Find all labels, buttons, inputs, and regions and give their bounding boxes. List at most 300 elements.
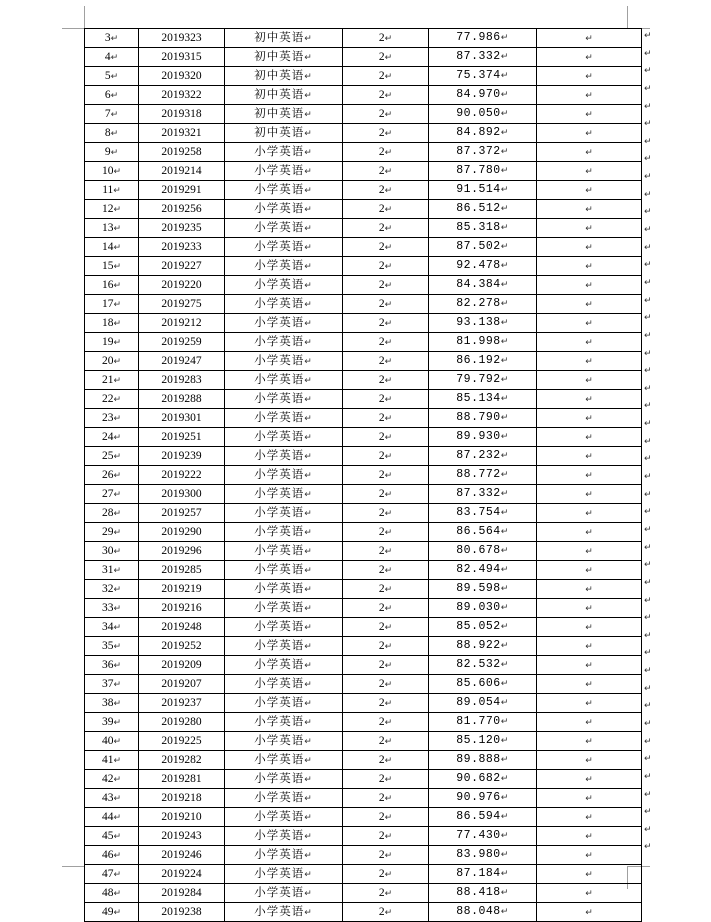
row-number[interactable] <box>85 713 139 732</box>
candidate-id[interactable] <box>139 580 225 599</box>
row-number[interactable] <box>85 314 139 333</box>
remark-cell[interactable] <box>537 732 642 751</box>
subject-cell-text: 小学英语 <box>254 562 305 576</box>
row-number-text: 7 <box>104 107 111 120</box>
candidate-id[interactable] <box>139 124 225 143</box>
candidate-id[interactable] <box>139 770 225 789</box>
score-cell[interactable] <box>429 447 537 466</box>
row-number[interactable] <box>85 333 139 352</box>
remark-cell[interactable] <box>537 352 642 371</box>
score-cell[interactable] <box>429 86 537 105</box>
remark-cell[interactable] <box>537 67 642 86</box>
count-cell[interactable] <box>343 618 429 637</box>
score-cell[interactable] <box>429 428 537 447</box>
remark-cell[interactable] <box>537 143 642 162</box>
row-number[interactable] <box>85 162 139 181</box>
subject-cell[interactable] <box>225 295 343 314</box>
count-cell[interactable] <box>343 48 429 67</box>
subject-cell[interactable] <box>225 105 343 124</box>
score-cell[interactable] <box>429 238 537 257</box>
count-cell[interactable] <box>343 504 429 523</box>
candidate-id[interactable] <box>139 599 225 618</box>
candidate-id[interactable] <box>139 637 225 656</box>
row-number[interactable] <box>85 523 139 542</box>
count-cell[interactable] <box>343 371 429 390</box>
subject-cell[interactable] <box>225 124 343 143</box>
row-number[interactable] <box>85 827 139 846</box>
paragraph-mark-icon: ↵ <box>304 908 313 918</box>
subject-cell[interactable] <box>225 257 343 276</box>
score-cell[interactable] <box>429 694 537 713</box>
row-number[interactable] <box>85 485 139 504</box>
score-cell[interactable] <box>429 751 537 770</box>
candidate-id[interactable] <box>139 352 225 371</box>
row-number[interactable] <box>85 732 139 751</box>
candidate-id[interactable] <box>139 371 225 390</box>
count-cell[interactable] <box>343 542 429 561</box>
row-number[interactable] <box>85 808 139 827</box>
remark-cell[interactable] <box>537 846 642 865</box>
row-number[interactable] <box>85 257 139 276</box>
candidate-id[interactable] <box>139 67 225 86</box>
count-cell[interactable] <box>343 314 429 333</box>
score-cell[interactable] <box>429 162 537 181</box>
row-number[interactable] <box>85 637 139 656</box>
subject-cell[interactable] <box>225 181 343 200</box>
score-cell[interactable] <box>429 656 537 675</box>
remark-cell[interactable] <box>537 751 642 770</box>
score-cell[interactable] <box>429 409 537 428</box>
score-cell[interactable] <box>429 580 537 599</box>
paragraph-mark-icon: ↵ <box>585 242 593 253</box>
remark-cell[interactable] <box>537 238 642 257</box>
row-number[interactable] <box>85 219 139 238</box>
row-number[interactable] <box>85 200 139 219</box>
remark-cell[interactable] <box>537 276 642 295</box>
score-cell[interactable] <box>429 390 537 409</box>
row-number[interactable] <box>85 371 139 390</box>
subject-cell[interactable] <box>225 143 343 162</box>
row-number[interactable] <box>85 561 139 580</box>
score-cell[interactable] <box>429 181 537 200</box>
score-cell[interactable] <box>429 67 537 86</box>
subject-cell[interactable] <box>225 390 343 409</box>
candidate-id[interactable] <box>139 561 225 580</box>
remark-cell[interactable] <box>537 504 642 523</box>
subject-cell[interactable] <box>225 846 343 865</box>
paragraph-mark-icon: ↵ <box>384 470 393 481</box>
subject-cell[interactable] <box>225 29 343 48</box>
remark-cell[interactable] <box>537 409 642 428</box>
row-number[interactable] <box>85 542 139 561</box>
paragraph-mark-icon: ↵ <box>500 413 509 423</box>
count-cell[interactable] <box>343 409 429 428</box>
score-cell[interactable] <box>429 352 537 371</box>
row-number[interactable] <box>85 86 139 105</box>
remark-cell[interactable] <box>537 314 642 333</box>
candidate-id[interactable] <box>139 200 225 219</box>
score-cell[interactable] <box>429 523 537 542</box>
row-end-mark-icon: ↵ <box>644 189 652 200</box>
count-cell[interactable] <box>343 523 429 542</box>
candidate-id[interactable] <box>139 390 225 409</box>
candidate-id[interactable] <box>139 694 225 713</box>
remark-cell[interactable] <box>537 656 642 675</box>
candidate-id[interactable] <box>139 333 225 352</box>
remark-cell[interactable] <box>537 200 642 219</box>
subject-cell[interactable] <box>225 789 343 808</box>
remark-cell[interactable] <box>537 257 642 276</box>
score-cell[interactable] <box>429 333 537 352</box>
score-cell[interactable] <box>429 143 537 162</box>
candidate-id[interactable] <box>139 466 225 485</box>
candidate-id[interactable] <box>139 314 225 333</box>
row-number[interactable] <box>85 238 139 257</box>
remark-cell[interactable] <box>537 618 642 637</box>
count-cell[interactable] <box>343 295 429 314</box>
candidate-id[interactable] <box>139 219 225 238</box>
subject-cell[interactable] <box>225 333 343 352</box>
candidate-id[interactable] <box>139 846 225 865</box>
subject-cell[interactable] <box>225 428 343 447</box>
remark-cell[interactable] <box>537 561 642 580</box>
score-cell[interactable] <box>429 713 537 732</box>
score-cell[interactable] <box>429 466 537 485</box>
candidate-id[interactable] <box>139 162 225 181</box>
remark-cell[interactable] <box>537 770 642 789</box>
subject-cell[interactable] <box>225 561 343 580</box>
subject-cell[interactable] <box>225 865 343 884</box>
paragraph-mark-icon: ↵ <box>304 794 313 804</box>
score-cell[interactable] <box>429 200 537 219</box>
count-cell[interactable] <box>343 276 429 295</box>
count-cell[interactable] <box>343 428 429 447</box>
count-cell[interactable] <box>343 789 429 808</box>
candidate-id[interactable] <box>139 409 225 428</box>
remark-cell[interactable] <box>537 86 642 105</box>
remark-cell[interactable] <box>537 675 642 694</box>
score-cell[interactable] <box>429 371 537 390</box>
subject-cell[interactable] <box>225 352 343 371</box>
candidate-id[interactable] <box>139 903 225 922</box>
score-cell-text: 87.232 <box>456 449 501 462</box>
row-number[interactable] <box>85 656 139 675</box>
row-end-mark-icon: ↵ <box>644 842 652 853</box>
row-number[interactable] <box>85 295 139 314</box>
candidate-id[interactable] <box>139 257 225 276</box>
row-end-mark-icon: ↵ <box>644 31 652 41</box>
score-cell[interactable] <box>429 314 537 333</box>
row-number[interactable] <box>85 428 139 447</box>
row-number[interactable] <box>85 789 139 808</box>
subject-cell[interactable] <box>225 67 343 86</box>
candidate-id[interactable] <box>139 827 225 846</box>
candidate-id-text: 2019296 <box>161 545 202 557</box>
candidate-id[interactable] <box>139 713 225 732</box>
row-number[interactable] <box>85 599 139 618</box>
subject-cell[interactable] <box>225 200 343 219</box>
subject-cell[interactable] <box>225 751 343 770</box>
count-cell[interactable] <box>343 219 429 238</box>
score-cell[interactable] <box>429 48 537 67</box>
count-cell[interactable] <box>343 181 429 200</box>
count-cell[interactable] <box>343 656 429 675</box>
subject-cell[interactable] <box>225 808 343 827</box>
score-cell[interactable] <box>429 884 537 903</box>
row-end-mark-icon: ↵ <box>644 507 652 518</box>
row-number[interactable] <box>85 390 139 409</box>
count-cell[interactable] <box>343 751 429 770</box>
score-cell[interactable] <box>429 257 537 276</box>
candidate-id[interactable] <box>139 675 225 694</box>
candidate-id[interactable] <box>139 542 225 561</box>
candidate-id[interactable] <box>139 428 225 447</box>
score-cell[interactable] <box>429 124 537 143</box>
row-number[interactable] <box>85 105 139 124</box>
row-number[interactable] <box>85 846 139 865</box>
count-cell-text: 2 <box>378 164 385 177</box>
candidate-id[interactable] <box>139 884 225 903</box>
count-cell[interactable] <box>343 447 429 466</box>
subject-cell[interactable] <box>225 485 343 504</box>
row-number[interactable] <box>85 352 139 371</box>
remark-cell[interactable] <box>537 789 642 808</box>
remark-cell[interactable] <box>537 485 642 504</box>
row-number[interactable] <box>85 124 139 143</box>
remark-cell[interactable] <box>537 371 642 390</box>
subject-cell[interactable] <box>225 884 343 903</box>
subject-cell[interactable] <box>225 162 343 181</box>
remark-cell[interactable] <box>537 105 642 124</box>
count-cell[interactable] <box>343 903 429 922</box>
score-cell[interactable] <box>429 827 537 846</box>
score-cell[interactable] <box>429 295 537 314</box>
candidate-id[interactable] <box>139 656 225 675</box>
score-cell[interactable] <box>429 770 537 789</box>
count-cell[interactable] <box>343 675 429 694</box>
remark-cell[interactable] <box>537 884 642 903</box>
count-cell[interactable] <box>343 485 429 504</box>
subject-cell[interactable] <box>225 713 343 732</box>
row-number[interactable] <box>85 409 139 428</box>
subject-cell[interactable] <box>225 371 343 390</box>
score-cell[interactable] <box>429 903 537 922</box>
candidate-id[interactable] <box>139 523 225 542</box>
remark-cell[interactable] <box>537 466 642 485</box>
candidate-id[interactable] <box>139 447 225 466</box>
subject-cell[interactable] <box>225 48 343 67</box>
score-cell[interactable] <box>429 732 537 751</box>
paragraph-mark-icon: ↵ <box>113 489 122 500</box>
count-cell[interactable] <box>343 580 429 599</box>
subject-cell[interactable] <box>225 903 343 922</box>
subject-cell[interactable] <box>225 675 343 694</box>
score-cell[interactable] <box>429 276 537 295</box>
remark-cell[interactable] <box>537 713 642 732</box>
row-number[interactable] <box>85 181 139 200</box>
count-cell[interactable] <box>343 352 429 371</box>
score-cell[interactable] <box>429 865 537 884</box>
candidate-id[interactable] <box>139 181 225 200</box>
row-number[interactable] <box>85 675 139 694</box>
count-cell[interactable] <box>343 143 429 162</box>
candidate-id[interactable] <box>139 295 225 314</box>
remark-cell[interactable] <box>537 694 642 713</box>
remark-cell[interactable] <box>537 865 642 884</box>
row-number[interactable] <box>85 751 139 770</box>
count-cell[interactable] <box>343 884 429 903</box>
row-number[interactable] <box>85 67 139 86</box>
subject-cell[interactable] <box>225 219 343 238</box>
remark-cell[interactable] <box>537 542 642 561</box>
candidate-id[interactable] <box>139 86 225 105</box>
count-cell[interactable] <box>343 865 429 884</box>
candidate-id[interactable] <box>139 105 225 124</box>
count-cell[interactable] <box>343 29 429 48</box>
score-cell[interactable] <box>429 561 537 580</box>
candidate-id[interactable] <box>139 29 225 48</box>
subject-cell[interactable] <box>225 523 343 542</box>
subject-cell[interactable] <box>225 732 343 751</box>
remark-cell[interactable] <box>537 827 642 846</box>
count-cell[interactable] <box>343 105 429 124</box>
subject-cell[interactable] <box>225 542 343 561</box>
row-number[interactable] <box>85 580 139 599</box>
remark-cell[interactable] <box>537 219 642 238</box>
row-number-text: 46 <box>101 848 114 861</box>
row-number[interactable] <box>85 447 139 466</box>
count-cell[interactable] <box>343 67 429 86</box>
score-cell[interactable] <box>429 504 537 523</box>
remark-cell[interactable] <box>537 390 642 409</box>
subject-cell[interactable] <box>225 238 343 257</box>
score-cell[interactable] <box>429 846 537 865</box>
row-number[interactable] <box>85 466 139 485</box>
count-cell[interactable] <box>343 770 429 789</box>
row-number[interactable] <box>85 29 139 48</box>
subject-cell[interactable] <box>225 504 343 523</box>
candidate-id[interactable] <box>139 865 225 884</box>
count-cell[interactable] <box>343 333 429 352</box>
score-cell[interactable] <box>429 599 537 618</box>
subject-cell[interactable] <box>225 466 343 485</box>
score-cell[interactable] <box>429 808 537 827</box>
remark-cell[interactable] <box>537 48 642 67</box>
remark-cell[interactable] <box>537 295 642 314</box>
candidate-id[interactable] <box>139 789 225 808</box>
subject-cell[interactable] <box>225 656 343 675</box>
subject-cell[interactable] <box>225 827 343 846</box>
remark-cell[interactable] <box>537 580 642 599</box>
row-number[interactable] <box>85 884 139 903</box>
row-number[interactable] <box>85 903 139 922</box>
count-cell[interactable] <box>343 257 429 276</box>
remark-cell[interactable] <box>537 29 642 48</box>
score-cell[interactable] <box>429 675 537 694</box>
remark-cell[interactable] <box>537 428 642 447</box>
score-cell[interactable] <box>429 789 537 808</box>
candidate-id[interactable] <box>139 618 225 637</box>
remark-cell[interactable] <box>537 447 642 466</box>
remark-cell[interactable] <box>537 162 642 181</box>
count-cell[interactable] <box>343 637 429 656</box>
row-end-mark-icon: ↵ <box>644 524 652 535</box>
remark-cell[interactable] <box>537 333 642 352</box>
paragraph-mark-icon: ↵ <box>384 280 393 291</box>
subject-cell[interactable] <box>225 409 343 428</box>
candidate-id[interactable] <box>139 238 225 257</box>
score-cell[interactable] <box>429 485 537 504</box>
row-number[interactable] <box>85 618 139 637</box>
subject-cell[interactable] <box>225 770 343 789</box>
score-cell[interactable] <box>429 105 537 124</box>
count-cell[interactable] <box>343 808 429 827</box>
score-cell[interactable] <box>429 219 537 238</box>
count-cell[interactable] <box>343 390 429 409</box>
count-cell[interactable] <box>343 713 429 732</box>
score-cell[interactable] <box>429 542 537 561</box>
score-cell[interactable] <box>429 637 537 656</box>
subject-cell[interactable] <box>225 580 343 599</box>
candidate-id[interactable] <box>139 485 225 504</box>
count-cell[interactable] <box>343 200 429 219</box>
candidate-id[interactable] <box>139 751 225 770</box>
remark-cell[interactable] <box>537 808 642 827</box>
candidate-id[interactable] <box>139 276 225 295</box>
subject-cell[interactable] <box>225 447 343 466</box>
candidate-id[interactable] <box>139 48 225 67</box>
candidate-id[interactable] <box>139 504 225 523</box>
score-cell[interactable] <box>429 618 537 637</box>
subject-cell[interactable] <box>225 314 343 333</box>
subject-cell[interactable] <box>225 599 343 618</box>
subject-cell[interactable] <box>225 694 343 713</box>
count-cell[interactable] <box>343 124 429 143</box>
count-cell[interactable] <box>343 466 429 485</box>
remark-cell[interactable] <box>537 523 642 542</box>
row-number[interactable] <box>85 770 139 789</box>
candidate-id[interactable] <box>139 143 225 162</box>
row-number[interactable] <box>85 48 139 67</box>
candidate-id[interactable] <box>139 732 225 751</box>
count-cell[interactable] <box>343 561 429 580</box>
remark-cell[interactable] <box>537 181 642 200</box>
score-cell[interactable] <box>429 29 537 48</box>
subject-cell[interactable] <box>225 86 343 105</box>
count-cell[interactable] <box>343 732 429 751</box>
count-cell[interactable] <box>343 827 429 846</box>
subject-cell[interactable] <box>225 276 343 295</box>
remark-cell[interactable] <box>537 637 642 656</box>
row-number[interactable] <box>85 276 139 295</box>
row-number[interactable] <box>85 143 139 162</box>
count-cell[interactable] <box>343 162 429 181</box>
subject-cell[interactable] <box>225 637 343 656</box>
count-cell[interactable] <box>343 846 429 865</box>
count-cell[interactable] <box>343 694 429 713</box>
count-cell[interactable] <box>343 238 429 257</box>
count-cell[interactable] <box>343 599 429 618</box>
candidate-id[interactable] <box>139 808 225 827</box>
remark-cell[interactable] <box>537 124 642 143</box>
row-number[interactable] <box>85 694 139 713</box>
count-cell[interactable] <box>343 86 429 105</box>
row-number[interactable] <box>85 865 139 884</box>
remark-cell[interactable] <box>537 599 642 618</box>
row-number[interactable] <box>85 504 139 523</box>
subject-cell[interactable] <box>225 618 343 637</box>
remark-cell[interactable] <box>537 903 642 922</box>
